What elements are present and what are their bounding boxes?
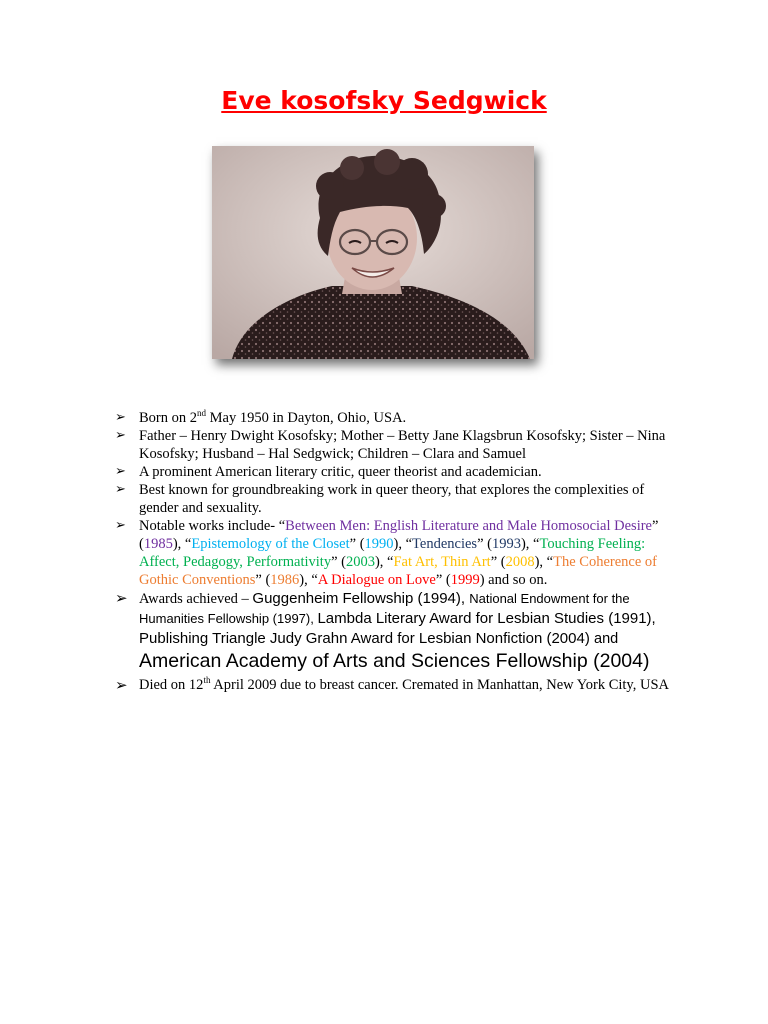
work-title: Epistemology of the Closet	[191, 536, 350, 552]
award-lambda-publishing: Lambda Literary Award for Lesbian Studies (1991), Publishing Triangle Judy Grahn Award for Lesbian Nonfiction (2004)	[139, 610, 656, 647]
list-item-born: ➢ Born on 2nd May 1950 in Dayton, Ohio, USA.	[115, 408, 407, 426]
award-neh: National Endowment for the Humanities Fellowship (1997),	[139, 591, 630, 626]
list-item-awards: ➢ Awards achieved – Guggenheim Fellowship (1994), National Endowment for the Humanities Fellowship (1997), Lambda Literary Award for Lesbian Studies (1991), Publishing Triangle Judy Grahn Award for Lesbian Nonfiction (2004) and American Academy of Arts and Sciences Fellowship (2004)	[115, 589, 656, 672]
work-year: 2003	[345, 554, 375, 570]
work-title: The Coherence of Gothic Conventions	[139, 554, 657, 588]
arrow-bullet-icon: ➢	[115, 589, 128, 607]
work-year: 1985	[143, 536, 173, 552]
portrait-photo	[212, 146, 534, 359]
bullet-list	[115, 408, 679, 694]
work-year: 1993	[491, 536, 521, 552]
work-year: 1990	[364, 536, 394, 552]
work-title: A Dialogue on Love	[317, 572, 436, 588]
list-item-died: ➢ Died on 12th April 2009 due to breast cancer. Cremated in Manhattan, New York City, USA	[115, 675, 670, 694]
work-title: Tendencies	[412, 536, 478, 552]
arrow-bullet-icon: ➢	[115, 518, 126, 533]
work-year: 2008	[505, 554, 535, 570]
arrow-bullet-icon: ➢	[115, 464, 126, 479]
arrow-bullet-icon: ➢	[115, 482, 126, 497]
work-title: Fat Art, Thin Art	[393, 554, 491, 570]
work-title: Between Men: English Literature and Male Homosocial Desire	[285, 518, 652, 534]
award-american-academy: American Academy of Arts and Sciences Fellowship (2004)	[139, 650, 650, 672]
work-year: 1986	[270, 572, 300, 588]
award-guggenheim: Guggenheim Fellowship (1994),	[252, 590, 470, 607]
list-item-family: ➢ Father – Henry Dwight Kosofsky; Mother – Betty Jane Klagsbrun Kosofsky; Sister – Nina Kosofsky; Husband – Hal Sedgwick; Children – Clara and Samuel	[115, 428, 666, 462]
list-item-notable-works: ➢ Notable works include- “Between Men: English Literature and Male Homosocial Desire” (1985), “Epistemology of the Closet” (1990), “Tendencies” (1993), “Touching Feeling: Affect, Pedagogy, Performativity” (2003), “Fat Art, Thin Art” (2008), “The Coherence of Gothic Conventions” (1986), “A Dialogue on Love” (1999) and so on.	[115, 518, 659, 588]
portrait-photo-icon	[212, 146, 534, 359]
arrow-bullet-icon: ➢	[115, 676, 128, 694]
arrow-bullet-icon: ➢	[115, 428, 126, 443]
work-title: Touching Feeling: Affect, Pedagogy, Performativity	[139, 536, 646, 570]
arrow-bullet-icon: ➢	[115, 410, 126, 425]
list-item-known-for: ➢ Best known for groundbreaking work in queer theory, that explores the complexities of gender and sexuality.	[115, 482, 645, 516]
work-year: 1999	[450, 572, 480, 588]
page-title: Eve kosofsky Sedgwick	[221, 86, 547, 115]
list-item-prominent: ➢ A prominent American literary critic, queer theorist and academician.	[115, 464, 542, 480]
